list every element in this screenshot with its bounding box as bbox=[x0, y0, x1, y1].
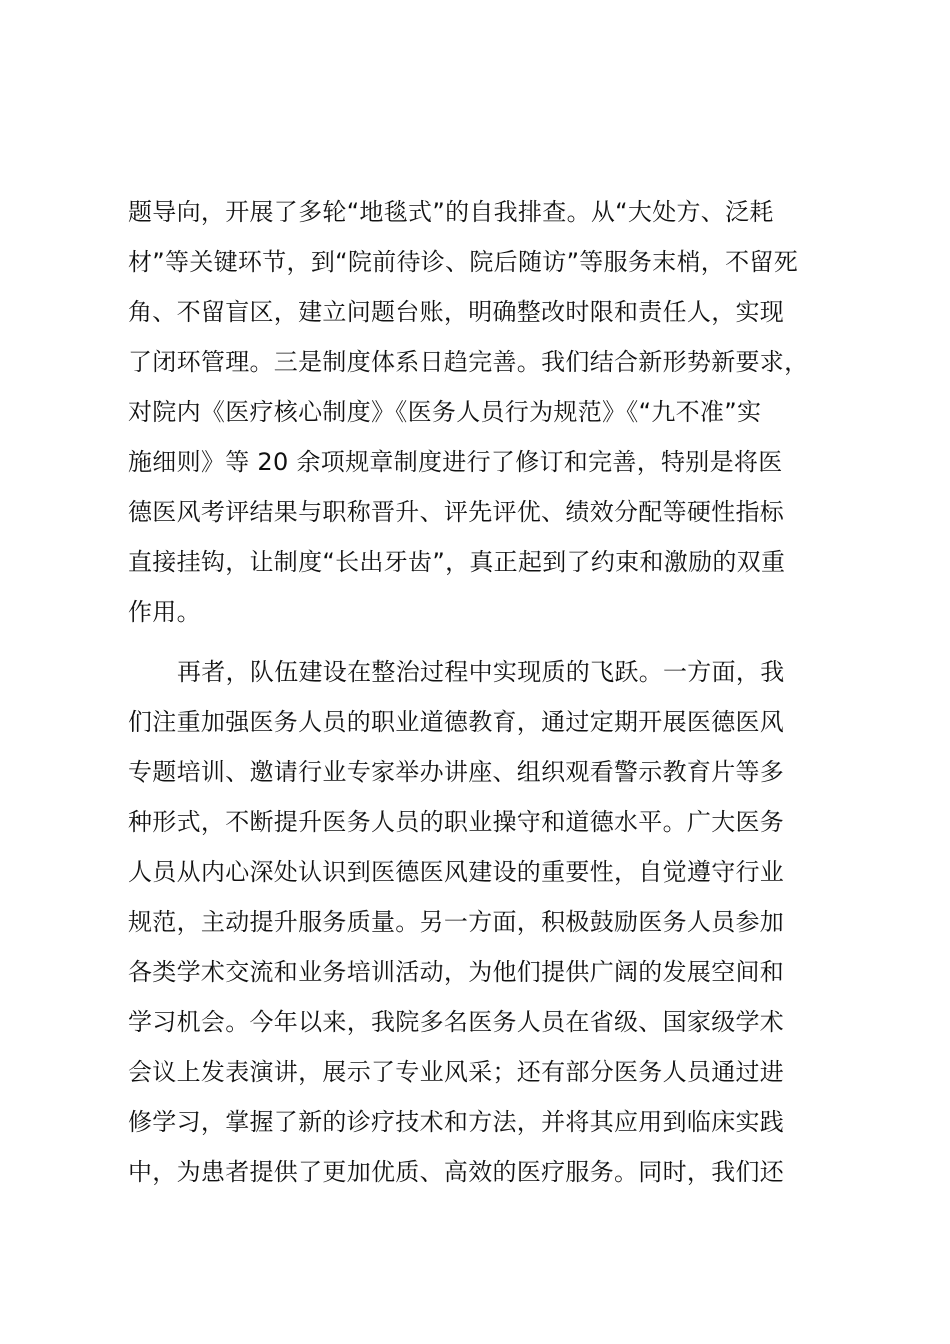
paragraph-2-line-7: 各类学术交流和业务培训活动，为他们提供广阔的发展空间和 bbox=[128, 958, 785, 986]
paragraph-1-line-4: 了闭环管理。三是制度体系日趋完善。我们结合新形势新要求， bbox=[128, 348, 809, 376]
paragraph-2-line-1: 再者，队伍建设在整治过程中实现质的飞跃。一方面，我 bbox=[177, 658, 785, 686]
paragraph-2-line-4: 种形式，不断提升医务人员的职业操守和道德水平。广大医务 bbox=[128, 808, 785, 836]
paragraph-2-line-8: 学习机会。今年以来，我院多名医务人员在省级、国家级学术 bbox=[128, 1008, 785, 1036]
paragraph-2-line-10: 修学习，掌握了新的诊疗技术和方法，并将其应用到临床实践 bbox=[128, 1108, 785, 1136]
paragraph-1-line-7: 德医风考评结果与职称晋升、评先评优、绩效分配等硬性指标 bbox=[128, 498, 785, 526]
paragraph-1-line-2: 材”等关键环节，到“院前待诊、院后随访”等服务末梢，不留死 bbox=[128, 248, 798, 276]
paragraph-1-line-5: 对院内《医疗核心制度》《医务人员行为规范》《“九不准”实 bbox=[128, 398, 762, 426]
paragraph-1-line-6: 施细则》等 20 余项规章制度进行了修订和完善，特别是将医 bbox=[128, 448, 783, 476]
paragraph-1-line-9: 作用。 bbox=[128, 598, 201, 626]
paragraph-2-line-5: 人员从内心深处认识到医德医风建设的重要性，自觉遵守行业 bbox=[128, 858, 785, 886]
paragraph-2-line-9: 会议上发表演讲，展示了专业风采；还有部分医务人员通过进 bbox=[128, 1058, 785, 1086]
paragraph-2-line-6: 规范，主动提升服务质量。另一方面，积极鼓励医务人员参加 bbox=[128, 908, 785, 936]
paragraph-2-line-2: 们注重加强医务人员的职业道德教育，通过定期开展医德医风 bbox=[128, 708, 785, 736]
paragraph-1-line-1: 题导向，开展了多轮“地毯式”的自我排查。从“大处方、泛耗 bbox=[128, 198, 774, 226]
paragraph-1-line-3: 角、不留盲区，建立问题台账，明确整改时限和责任人，实现 bbox=[128, 298, 785, 326]
paragraph-1-line-8: 直接挂钩，让制度“长出牙齿”，真正起到了约束和激励的双重 bbox=[128, 548, 786, 576]
paragraph-2-line-11: 中，为患者提供了更加优质、高效的医疗服务。同时，我们还 bbox=[128, 1158, 785, 1186]
paragraph-2-line-3: 专题培训、邀请行业专家举办讲座、组织观看警示教育片等多 bbox=[128, 758, 785, 786]
